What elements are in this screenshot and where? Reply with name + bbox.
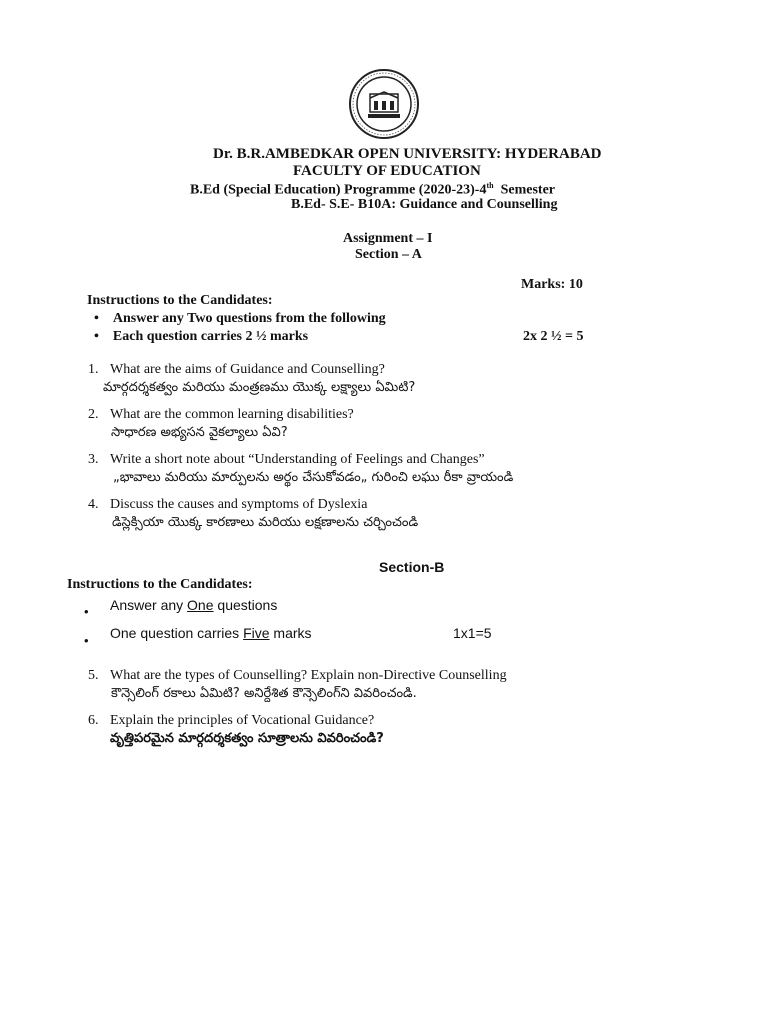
course-title: B.Ed- S.E- B10A: Guidance and Counselling	[291, 197, 558, 212]
section-b-instructions-heading: Instructions to the Candidates:	[67, 577, 253, 592]
assignment-title: Assignment – I	[343, 231, 433, 246]
instruction-item	[94, 329, 308, 345]
bullet-icon: •	[84, 633, 89, 648]
question-number: 6.	[88, 713, 99, 728]
question-telugu: „భావాలు మరియు మార్పులను అర్థం చేసుకోవడం„ గురించి లఘు రీకా వ్రాయండి	[113, 470, 514, 485]
question-text: What are the common learning disabilities?	[110, 407, 354, 422]
instruction-underlined: One	[187, 597, 214, 613]
faculty-name: FACULTY OF EDUCATION	[293, 163, 481, 179]
university-seal-icon	[348, 68, 420, 140]
section-a-instructions-heading: Instructions to the Candidates:	[87, 293, 273, 308]
university-name: Dr. B.R.AMBEDKAR OPEN UNIVERSITY: HYDERABAD	[213, 146, 602, 162]
section-a-title: Section – A	[355, 247, 422, 262]
bullet-icon: •	[94, 329, 99, 344]
programme-text: B.Ed (Special Education) Programme (2020-23)-4	[190, 182, 487, 198]
instruction-text: Each question carries 2 ½ marks	[112, 329, 309, 344]
question-text: Write a short note about “Understanding of Feelings and Changes”	[110, 452, 485, 467]
question-text: What are the aims of Guidance and Counselling?	[110, 362, 385, 377]
section-b-instruction-2	[110, 625, 312, 641]
instruction-text: questions	[217, 597, 278, 613]
instruction-text: One question carries	[110, 625, 240, 641]
question-text: What are the types of Counselling? Explain non-Directive Counselling	[110, 668, 507, 683]
bullet-icon: •	[94, 311, 99, 326]
programme-sup: th	[486, 181, 494, 190]
instruction-item	[94, 311, 386, 327]
marks-calculation: 2x 2 ½ = 5	[523, 329, 584, 344]
question-telugu: వృత్తిపరమైన మార్గదర్శకత్వం సూత్రాలను వివరించండి?	[110, 731, 384, 746]
programme-tail: Semester	[500, 182, 555, 198]
question-number: 1.	[88, 362, 99, 377]
question-telugu: సాధారణ అభ్యసన వైకల్యాలు ఏవి?	[111, 425, 288, 440]
instruction-underlined: Five	[243, 625, 270, 641]
instruction-text: marks	[273, 625, 312, 641]
question-text: Explain the principles of Vocational Guidance?	[110, 713, 375, 728]
question-text: Discuss the causes and symptoms of Dyslexia	[110, 497, 368, 512]
question-number: 3.	[88, 452, 99, 467]
question-telugu: మార్గదర్శకత్వం మరియు మంత్రణము యొక్క లక్ష్యాలు ఏమిటి?	[103, 380, 416, 395]
marks-calculation: 1x1=5	[453, 625, 492, 641]
question-number: 5.	[88, 668, 99, 683]
question-telugu: డిస్లెక్సియా యొక్క కారణాలు మరియు లక్షణాలను చర్చించండి	[112, 515, 419, 530]
section-b-title: Section-B	[379, 559, 445, 575]
marks-total: Marks: 10	[521, 277, 583, 292]
question-number: 2.	[88, 407, 99, 422]
instruction-text: Answer any	[110, 597, 184, 613]
programme-line	[190, 181, 555, 199]
bullet-icon: •	[84, 604, 89, 619]
section-b-instruction-1	[110, 597, 277, 613]
question-number: 4.	[88, 497, 99, 512]
instruction-text: Answer any Two questions from the following	[112, 311, 386, 326]
question-telugu: కౌన్సెలింగ్ రకాలు ఏమిటి? అనిర్దేశిత కౌన్సెలింగ్‌ని వివరించండి.	[111, 686, 417, 701]
